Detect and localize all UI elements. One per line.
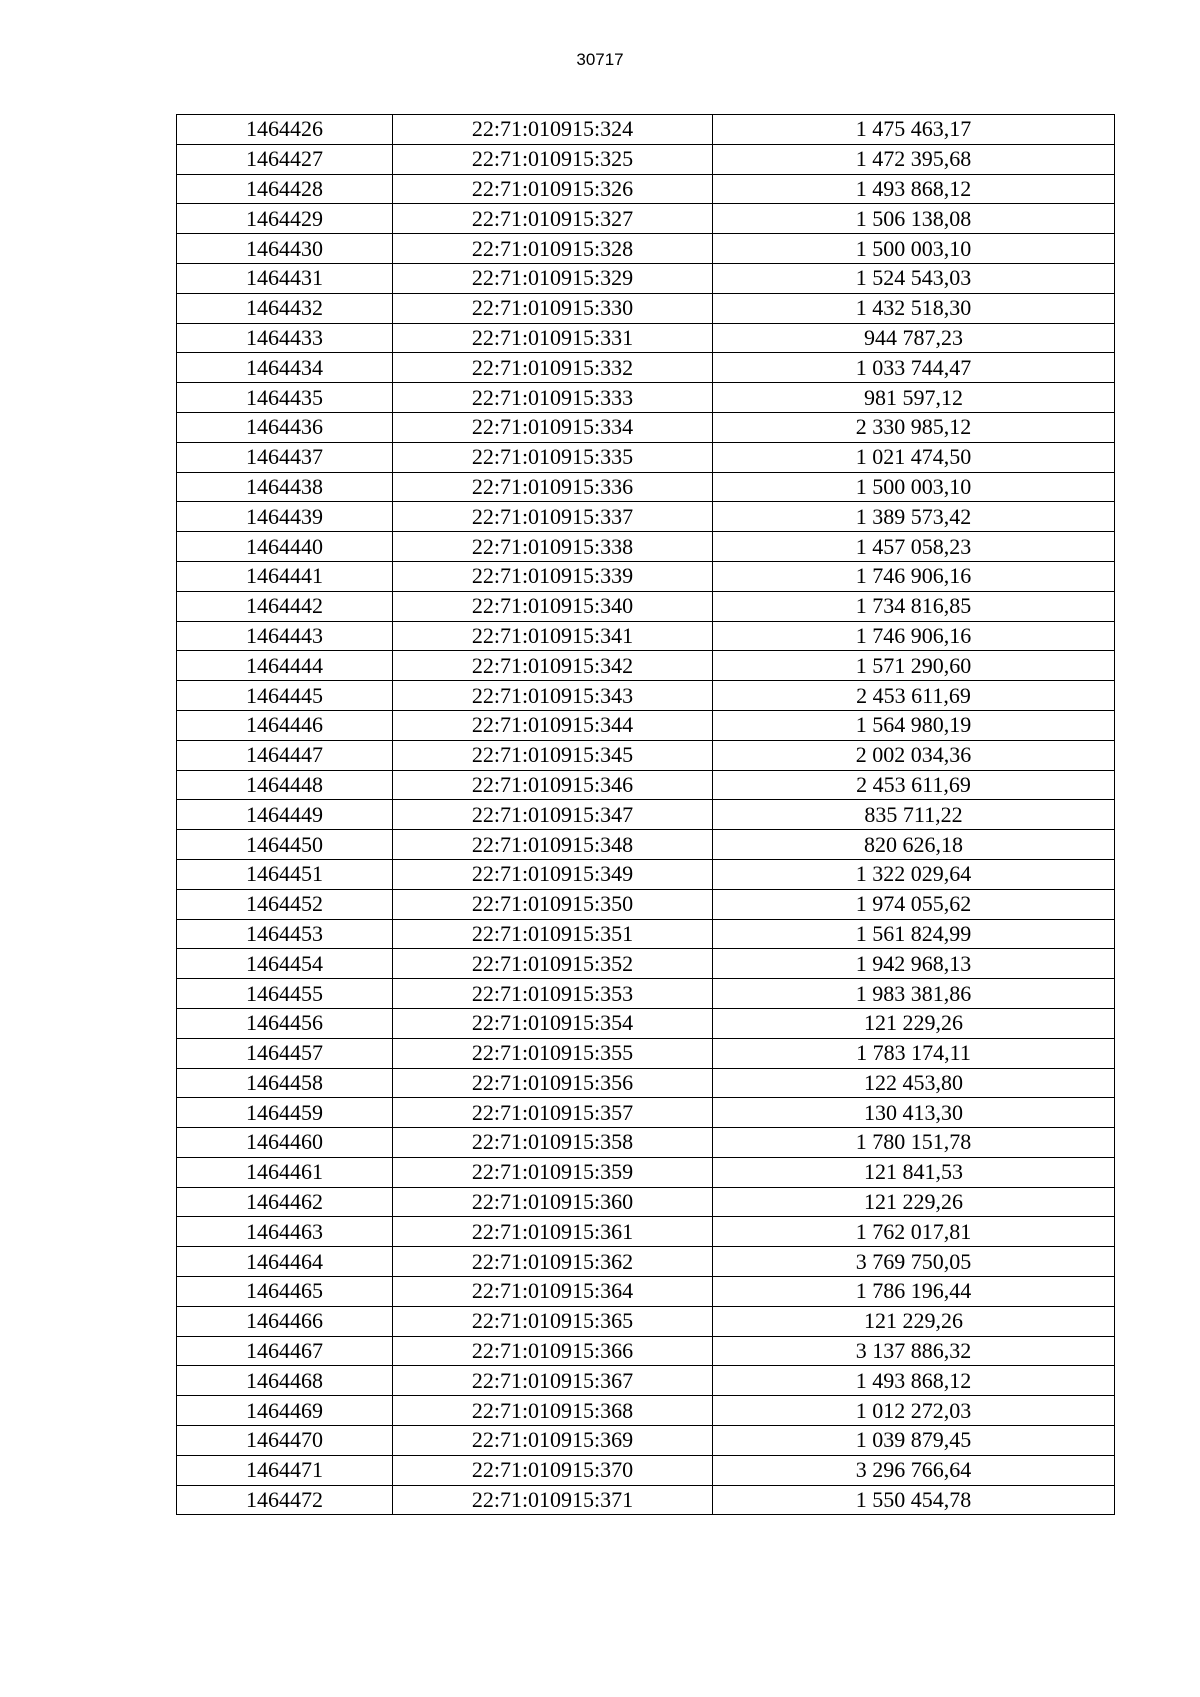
cadastral-number-cell: 22:71:010915:333 [393, 383, 713, 413]
table-row [177, 919, 1115, 949]
table-row [177, 502, 1115, 532]
record-number-cell: 1464434 [177, 353, 393, 383]
record-number-cell: 1464426 [177, 115, 393, 145]
value-cell: 1 983 381,86 [713, 979, 1115, 1009]
table-row [177, 621, 1115, 651]
record-number-cell: 1464435 [177, 383, 393, 413]
cadastral-number-cell: 22:71:010915:365 [393, 1306, 713, 1336]
table-row [177, 144, 1115, 174]
value-cell: 1 524 543,03 [713, 263, 1115, 293]
table-row [177, 889, 1115, 919]
cadastral-number-cell: 22:71:010915:337 [393, 502, 713, 532]
value-cell: 1 039 879,45 [713, 1426, 1115, 1456]
record-number-cell: 1464459 [177, 1098, 393, 1128]
value-cell: 1 500 003,10 [713, 234, 1115, 264]
table-row [177, 234, 1115, 264]
cadastral-number-cell: 22:71:010915:371 [393, 1485, 713, 1515]
value-cell: 1 506 138,08 [713, 204, 1115, 234]
record-number-cell: 1464466 [177, 1306, 393, 1336]
record-number-cell: 1464440 [177, 532, 393, 562]
record-number-cell: 1464450 [177, 830, 393, 860]
value-cell: 1 033 744,47 [713, 353, 1115, 383]
cadastral-number-cell: 22:71:010915:360 [393, 1187, 713, 1217]
cadastral-number-cell: 22:71:010915:329 [393, 263, 713, 293]
cadastral-number-cell: 22:71:010915:370 [393, 1455, 713, 1485]
cadastral-number-cell: 22:71:010915:330 [393, 293, 713, 323]
value-cell: 1 734 816,85 [713, 591, 1115, 621]
cadastral-number-cell: 22:71:010915:369 [393, 1426, 713, 1456]
table-row [177, 412, 1115, 442]
record-number-cell: 1464429 [177, 204, 393, 234]
value-cell: 121 229,26 [713, 1306, 1115, 1336]
cadastral-number-cell: 22:71:010915:367 [393, 1366, 713, 1396]
value-cell: 2 330 985,12 [713, 412, 1115, 442]
value-cell: 1 564 980,19 [713, 710, 1115, 740]
data-table [176, 114, 1115, 1515]
cadastral-number-cell: 22:71:010915:332 [393, 353, 713, 383]
record-number-cell: 1464446 [177, 710, 393, 740]
table-row [177, 949, 1115, 979]
value-cell: 1 746 906,16 [713, 621, 1115, 651]
record-number-cell: 1464430 [177, 234, 393, 264]
cadastral-number-cell: 22:71:010915:340 [393, 591, 713, 621]
table-row [177, 1396, 1115, 1426]
record-number-cell: 1464472 [177, 1485, 393, 1515]
cadastral-number-cell: 22:71:010915:338 [393, 532, 713, 562]
record-number-cell: 1464463 [177, 1217, 393, 1247]
value-cell: 130 413,30 [713, 1098, 1115, 1128]
value-cell: 121 841,53 [713, 1157, 1115, 1187]
cadastral-number-cell: 22:71:010915:327 [393, 204, 713, 234]
record-number-cell: 1464451 [177, 859, 393, 889]
value-cell: 1 472 395,68 [713, 144, 1115, 174]
record-number-cell: 1464445 [177, 681, 393, 711]
cadastral-number-cell: 22:71:010915:355 [393, 1038, 713, 1068]
cadastral-number-cell: 22:71:010915:359 [393, 1157, 713, 1187]
record-number-cell: 1464441 [177, 561, 393, 591]
table-row [177, 681, 1115, 711]
record-number-cell: 1464447 [177, 740, 393, 770]
cadastral-number-cell: 22:71:010915:334 [393, 412, 713, 442]
cadastral-number-cell: 22:71:010915:361 [393, 1217, 713, 1247]
table-row [177, 1455, 1115, 1485]
record-number-cell: 1464462 [177, 1187, 393, 1217]
record-number-cell: 1464458 [177, 1068, 393, 1098]
record-number-cell: 1464444 [177, 651, 393, 681]
table-row [177, 979, 1115, 1009]
table-row [177, 740, 1115, 770]
table-row [177, 323, 1115, 353]
table-row [177, 1247, 1115, 1277]
record-number-cell: 1464452 [177, 889, 393, 919]
record-number-cell: 1464436 [177, 412, 393, 442]
record-number-cell: 1464433 [177, 323, 393, 353]
record-number-cell: 1464469 [177, 1396, 393, 1426]
table-row [177, 1068, 1115, 1098]
value-cell: 1 746 906,16 [713, 561, 1115, 591]
record-number-cell: 1464465 [177, 1277, 393, 1307]
cadastral-number-cell: 22:71:010915:335 [393, 442, 713, 472]
value-cell: 1 493 868,12 [713, 1366, 1115, 1396]
table-row [177, 591, 1115, 621]
table-row [177, 353, 1115, 383]
table-row [177, 1038, 1115, 1068]
value-cell: 3 296 766,64 [713, 1455, 1115, 1485]
value-cell: 1 974 055,62 [713, 889, 1115, 919]
value-cell: 835 711,22 [713, 800, 1115, 830]
table-row [177, 770, 1115, 800]
value-cell: 3 137 886,32 [713, 1336, 1115, 1366]
record-number-cell: 1464468 [177, 1366, 393, 1396]
value-cell: 1 493 868,12 [713, 174, 1115, 204]
record-number-cell: 1464438 [177, 472, 393, 502]
value-cell: 1 786 196,44 [713, 1277, 1115, 1307]
value-cell: 2 002 034,36 [713, 740, 1115, 770]
table-row [177, 115, 1115, 145]
value-cell: 121 229,26 [713, 1187, 1115, 1217]
value-cell: 1 762 017,81 [713, 1217, 1115, 1247]
value-cell: 121 229,26 [713, 1008, 1115, 1038]
cadastral-number-cell: 22:71:010915:364 [393, 1277, 713, 1307]
cadastral-number-cell: 22:71:010915:356 [393, 1068, 713, 1098]
table-row [177, 651, 1115, 681]
cadastral-number-cell: 22:71:010915:341 [393, 621, 713, 651]
table-body [177, 115, 1115, 1515]
table-row [177, 293, 1115, 323]
value-cell: 820 626,18 [713, 830, 1115, 860]
value-cell: 981 597,12 [713, 383, 1115, 413]
value-cell: 1 475 463,17 [713, 115, 1115, 145]
cadastral-number-cell: 22:71:010915:358 [393, 1128, 713, 1158]
value-cell: 1 021 474,50 [713, 442, 1115, 472]
table-row [177, 442, 1115, 472]
value-cell: 944 787,23 [713, 323, 1115, 353]
table-row [177, 1157, 1115, 1187]
cadastral-number-cell: 22:71:010915:357 [393, 1098, 713, 1128]
table-row [177, 532, 1115, 562]
table-row [177, 830, 1115, 860]
table-row [177, 800, 1115, 830]
record-number-cell: 1464471 [177, 1455, 393, 1485]
table-row [177, 1277, 1115, 1307]
value-cell: 1 783 174,11 [713, 1038, 1115, 1068]
cadastral-number-cell: 22:71:010915:342 [393, 651, 713, 681]
value-cell: 1 571 290,60 [713, 651, 1115, 681]
record-number-cell: 1464437 [177, 442, 393, 472]
record-number-cell: 1464467 [177, 1336, 393, 1366]
cadastral-number-cell: 22:71:010915:368 [393, 1396, 713, 1426]
table-row [177, 1098, 1115, 1128]
record-number-cell: 1464461 [177, 1157, 393, 1187]
record-number-cell: 1464448 [177, 770, 393, 800]
value-cell: 1 457 058,23 [713, 532, 1115, 562]
value-cell: 1 012 272,03 [713, 1396, 1115, 1426]
cadastral-number-cell: 22:71:010915:366 [393, 1336, 713, 1366]
value-cell: 1 561 824,99 [713, 919, 1115, 949]
record-number-cell: 1464443 [177, 621, 393, 651]
value-cell: 2 453 611,69 [713, 681, 1115, 711]
table-row [177, 859, 1115, 889]
cadastral-number-cell: 22:71:010915:354 [393, 1008, 713, 1038]
record-number-cell: 1464449 [177, 800, 393, 830]
cadastral-number-cell: 22:71:010915:325 [393, 144, 713, 174]
value-cell: 3 769 750,05 [713, 1247, 1115, 1277]
cadastral-number-cell: 22:71:010915:336 [393, 472, 713, 502]
cadastral-number-cell: 22:71:010915:348 [393, 830, 713, 860]
record-number-cell: 1464456 [177, 1008, 393, 1038]
cadastral-number-cell: 22:71:010915:346 [393, 770, 713, 800]
table-row [177, 174, 1115, 204]
record-number-cell: 1464464 [177, 1247, 393, 1277]
value-cell: 122 453,80 [713, 1068, 1115, 1098]
table-row [177, 1008, 1115, 1038]
table-row [177, 204, 1115, 234]
table-row [177, 1306, 1115, 1336]
cadastral-number-cell: 22:71:010915:362 [393, 1247, 713, 1277]
page-number: 30717 [576, 50, 624, 69]
value-cell: 1 389 573,42 [713, 502, 1115, 532]
table-row [177, 710, 1115, 740]
cadastral-number-cell: 22:71:010915:352 [393, 949, 713, 979]
record-number-cell: 1464455 [177, 979, 393, 1009]
cadastral-number-cell: 22:71:010915:324 [393, 115, 713, 145]
table-row [177, 1217, 1115, 1247]
cadastral-number-cell: 22:71:010915:353 [393, 979, 713, 1009]
table-row [177, 472, 1115, 502]
value-cell: 1 432 518,30 [713, 293, 1115, 323]
cadastral-number-cell: 22:71:010915:350 [393, 889, 713, 919]
record-number-cell: 1464432 [177, 293, 393, 323]
record-number-cell: 1464453 [177, 919, 393, 949]
table-row [177, 1426, 1115, 1456]
table-row [177, 561, 1115, 591]
cadastral-number-cell: 22:71:010915:347 [393, 800, 713, 830]
table-row [177, 263, 1115, 293]
value-cell: 1 322 029,64 [713, 859, 1115, 889]
table-row [177, 1485, 1115, 1515]
table-row [177, 1366, 1115, 1396]
cadastral-number-cell: 22:71:010915:344 [393, 710, 713, 740]
record-number-cell: 1464460 [177, 1128, 393, 1158]
table-row [177, 1187, 1115, 1217]
cadastral-number-cell: 22:71:010915:349 [393, 859, 713, 889]
value-cell: 1 500 003,10 [713, 472, 1115, 502]
record-number-cell: 1464457 [177, 1038, 393, 1068]
record-number-cell: 1464427 [177, 144, 393, 174]
cadastral-number-cell: 22:71:010915:339 [393, 561, 713, 591]
cadastral-number-cell: 22:71:010915:328 [393, 234, 713, 264]
value-cell: 1 550 454,78 [713, 1485, 1115, 1515]
value-cell: 1 942 968,13 [713, 949, 1115, 979]
record-number-cell: 1464454 [177, 949, 393, 979]
cadastral-number-cell: 22:71:010915:345 [393, 740, 713, 770]
cadastral-number-cell: 22:71:010915:343 [393, 681, 713, 711]
cadastral-number-cell: 22:71:010915:331 [393, 323, 713, 353]
cadastral-number-cell: 22:71:010915:326 [393, 174, 713, 204]
record-number-cell: 1464431 [177, 263, 393, 293]
table-row [177, 1128, 1115, 1158]
record-number-cell: 1464470 [177, 1426, 393, 1456]
record-number-cell: 1464439 [177, 502, 393, 532]
value-cell: 1 780 151,78 [713, 1128, 1115, 1158]
record-number-cell: 1464428 [177, 174, 393, 204]
record-number-cell: 1464442 [177, 591, 393, 621]
cadastral-number-cell: 22:71:010915:351 [393, 919, 713, 949]
value-cell: 2 453 611,69 [713, 770, 1115, 800]
table-row [177, 1336, 1115, 1366]
table-row [177, 383, 1115, 413]
